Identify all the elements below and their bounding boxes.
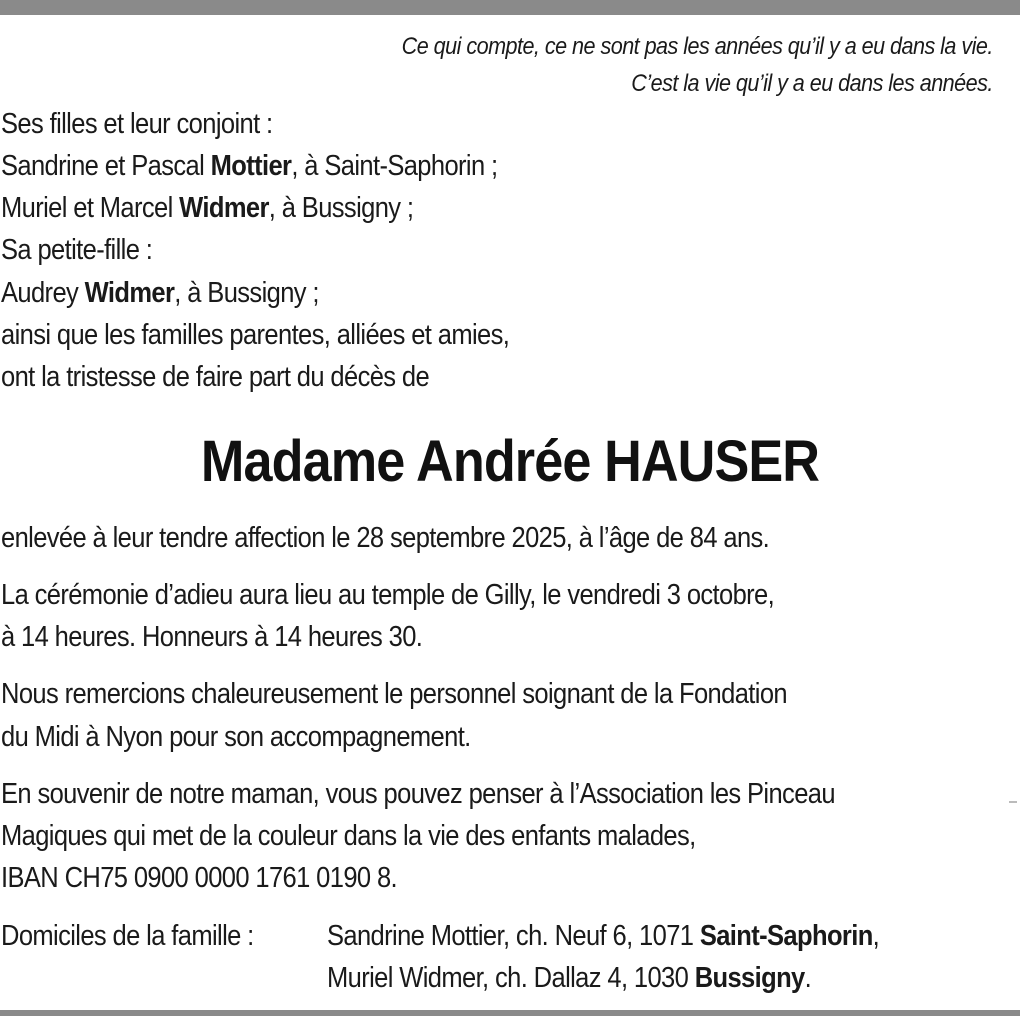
daughters-heading: Ses filles et leur conjoint : [1,108,273,140]
daughter-1-line [1,150,498,183]
granddaughter-place: , à Bussigny ; [174,277,319,309]
donation-line-2: Magiques qui met de la couleur dans la vie des enfants malades, [1,820,696,852]
daughter-2-last: Widmer [179,192,269,224]
epigraph-quote [402,28,993,102]
donation-line-1: En souvenir de notre maman, vous pouvez penser à l’Association les Pinceau [1,778,835,810]
daughter-1-place: , à Saint-Saphorin ; [291,150,498,182]
granddaughter-line [1,277,319,310]
hyphen-mark [1009,801,1017,803]
deceased-name: Madame Andrée HAUSER [200,429,820,494]
relatives-line: ainsi que les familles parentes, alliées et amies, [1,319,510,351]
addresses-label: Domiciles de la famille : [1,920,254,952]
daughter-2-place: , à Bussigny ; [268,192,414,224]
quote-line-2: C’est la vie qu’il y a eu dans les années. [631,70,993,97]
daughter-2-line [1,192,413,225]
announce-line: ont la tristesse de faire part du décès de [1,361,430,393]
address-2 [327,962,811,995]
address-1-city: Saint-Saphorin [699,920,873,952]
granddaughter-last: Widmer [84,277,175,309]
daughter-1-last: Mottier [210,150,292,182]
ceremony-line-2: à 14 heures. Honneurs à 14 heures 30. [1,621,423,653]
granddaughter-first: Audrey [1,277,85,309]
quote-line-1: Ce qui compte, ce ne sont pas les années qu’il y a eu dans la vie. [401,33,993,60]
bottom-rule [0,1010,1020,1016]
address-2-end: . [804,962,812,994]
thanks-line-2: du Midi à Nyon pour son accompagnement. [1,721,471,753]
address-2-text: Muriel Widmer, ch. Dallaz 4, 1030 [327,962,695,994]
address-1 [327,920,879,953]
granddaughter-heading: Sa petite-fille : [1,234,153,266]
thanks-line-1: Nous remercions chaleureusement le personnel soignant de la Fondation [1,678,787,710]
donation-iban: IBAN CH75 0900 0000 1761 0190 8. [1,862,398,894]
ceremony-line-1: La cérémonie d’adieu aura lieu au temple de Gilly, le vendredi 3 octobre, [1,579,775,611]
address-1-text: Sandrine Mottier, ch. Neuf 6, 1071 [327,920,700,952]
address-1-end: , [872,920,880,952]
daughter-1-first: Sandrine et Pascal [1,150,211,182]
top-rule [0,0,1020,15]
daughter-2-first: Muriel et Marcel [1,192,180,224]
death-notice: enlevée à leur tendre affection le 28 septembre 2025, à l’âge de 84 ans. [1,522,770,554]
address-2-city: Bussigny [694,962,805,994]
